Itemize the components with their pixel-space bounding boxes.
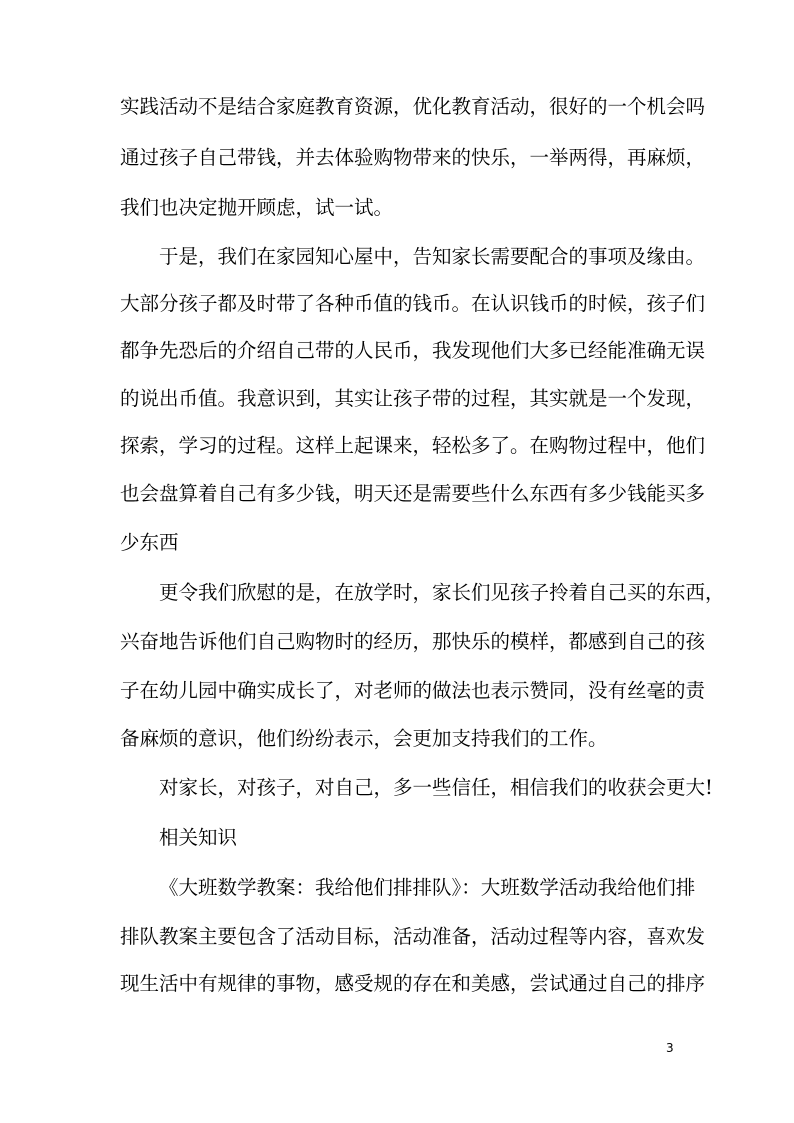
text-line: 更令我们欣慰的是，在放学时，家长们见孩子拎着自己买的东西， — [159, 581, 725, 604]
text-line: 探索，学习的过程。这样上起课来，轻松多了。在购物过程中，他们 — [120, 434, 706, 457]
text-line: 排队教案主要包含了活动目标，活动准备，活动过程等内容，喜欢发 — [120, 925, 706, 948]
text-line: 通过孩子自己带钱，并去体验购物带来的快乐，一举两得，再麻烦， — [120, 146, 706, 169]
text-line: 兴奋地告诉他们自己购物时的经历，那快乐的模样，都感到自己的孩 — [120, 630, 706, 653]
text-line: 备麻烦的意识，他们纷纷表示，会更加支持我们的工作。 — [120, 727, 608, 750]
page-number: 3 — [666, 1041, 674, 1055]
text-line: 《大班数学教案：我给他们排排队》：大班数学活动我给他们排 — [159, 876, 696, 899]
section-heading: 相关知识 — [159, 826, 238, 849]
text-line: 对家长，对孩子，对自己，多一些信任，相信我们的收获会更大! — [159, 776, 713, 799]
text-line: 大部分孩子都及时带了各种币值的钱币。在认识钱币的时候，孩子们 — [120, 292, 706, 315]
text-line: 现生活中有规律的事物，感受规的存在和美感，尝试通过自己的排序 — [120, 972, 706, 995]
text-line: 实践活动不是结合家庭教育资源，优化教育活动，很好的一个机会吗 — [120, 95, 706, 118]
text-line: 都争先恐后的介绍自己带的人民币，我发现他们大多已经能准确无误 — [120, 339, 706, 362]
text-line: 子在幼儿园中确实成长了，对老师的做法也表示赞同，没有丝毫的责 — [120, 679, 706, 702]
text-line: 也会盘算着自己有多少钱，明天还是需要些什么东西有多少钱能买多 — [120, 482, 706, 505]
text-line: 少东西 — [120, 531, 179, 554]
text-line: 于是，我们在家园知心屋中，告知家长需要配合的事项及缘由。 — [159, 245, 706, 268]
text-line: 的说出币值。我意识到，其实让孩子带的过程，其实就是一个发现， — [120, 387, 706, 410]
text-line: 我们也决定抛开顾虑，试一试。 — [120, 196, 394, 219]
